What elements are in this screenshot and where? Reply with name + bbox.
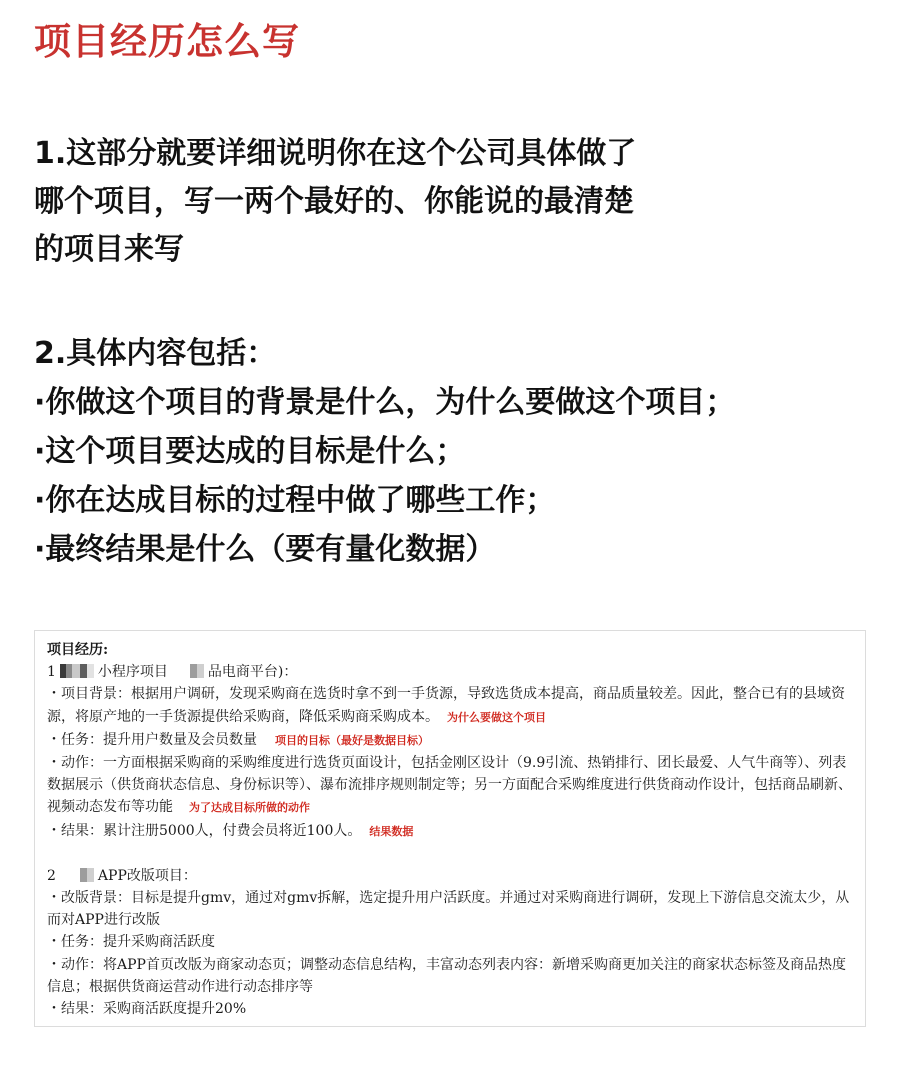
checklist-item-work: ·你在达成目标的过程中做了哪些工作； [34, 483, 556, 518]
section-1-line: 1.这部分就要详细说明你在这个公司具体做了 [34, 136, 637, 171]
project-1-number: 1 [47, 664, 56, 681]
project-2-task: ・任务：提升采购商活跃度 [47, 934, 215, 951]
section-1-line: 哪个项目，写一两个最好的、你能说的最清楚 [34, 184, 634, 219]
checklist-item-result: ·最终结果是什么（要有量化数据） [34, 532, 496, 567]
project-2-number: 2 [47, 867, 56, 884]
section-1-line: 的项目来写 [34, 232, 184, 267]
redaction-mosaic [80, 868, 94, 882]
resume-example [34, 630, 866, 1027]
project-2-title [47, 865, 857, 887]
checklist-item-goal: ·这个项目要达成的目标是什么； [34, 434, 466, 469]
project-1-title [47, 661, 857, 683]
annotation-why: 为什么要做这个项目 [447, 710, 546, 724]
project-2-background: ・改版背景：目标是提升gmv，通过对gmv拆解，选定提升用户活跃度。并通过对采购商进行调研，发现上下游信息交流太少，从而对APP进行改版 [47, 890, 850, 929]
project-2-result: ・结果：采购商活跃度提升20% [47, 1001, 247, 1018]
section-2-heading: 2.具体内容包括： [34, 336, 277, 371]
project-2-title-text: APP改版项目： [97, 867, 197, 884]
annotation-result: 结果数据 [369, 824, 414, 838]
redaction-mosaic [190, 664, 204, 678]
project-1-title-a: 小程序项目 [97, 664, 168, 681]
project-1-result: ・结果：累计注册5000人，付费会员将近100人。 结果数据 [47, 822, 414, 839]
resume-heading: 项目经历: [47, 642, 109, 658]
annotation-actions: 为了达成目标所做的动作 [189, 801, 310, 815]
page-title: 项目经历怎么写 [34, 20, 300, 63]
annotation-goal: 项目的目标（最好是数据目标） [275, 733, 429, 747]
project-1-action: ・动作：一方面根据采购商的采购维度进行选货页面设计，包括金刚区设计（9.9引流、热销排行、团长最爱、人气牛商等）、列表数据展示（供货商状态信息、身份标识等）、瀑布流排序规则制定等；另一方面配合采购维度进行供货商动作设计，包括商品刷新、视频动态发布等功能 为了达成目标所做的动作 [47, 755, 852, 816]
section-1-text [34, 130, 636, 274]
project-1-task: ・任务：提升用户数量及会员数量 项目的目标（最好是数据目标） [47, 731, 429, 748]
project-1-background: ・项目背景：根据用户调研，发现采购商在选货时拿不到一手货源，导致选货成本提高，商品质量较差。因此，整合已有的县域资源，将原产地的一手货源提供给采购商，降低采购商采购成本。 为什么要做这个项目 [47, 686, 845, 725]
checklist-item-background: ·你做这个项目的背景是什么，为什么要做这个项目； [34, 385, 736, 420]
project-2-action: ・动作：将APP首页改版为商家动态页；调整动态信息结构，丰富动态列表内容：新增采购商更加关注的商家状态标签及商品热度信息；根据供货商运营动作进行动态排序等 [47, 956, 846, 995]
redaction-mosaic [60, 664, 94, 678]
project-1-title-b: 品电商平台)： [207, 664, 298, 681]
content-checklist [34, 378, 735, 574]
